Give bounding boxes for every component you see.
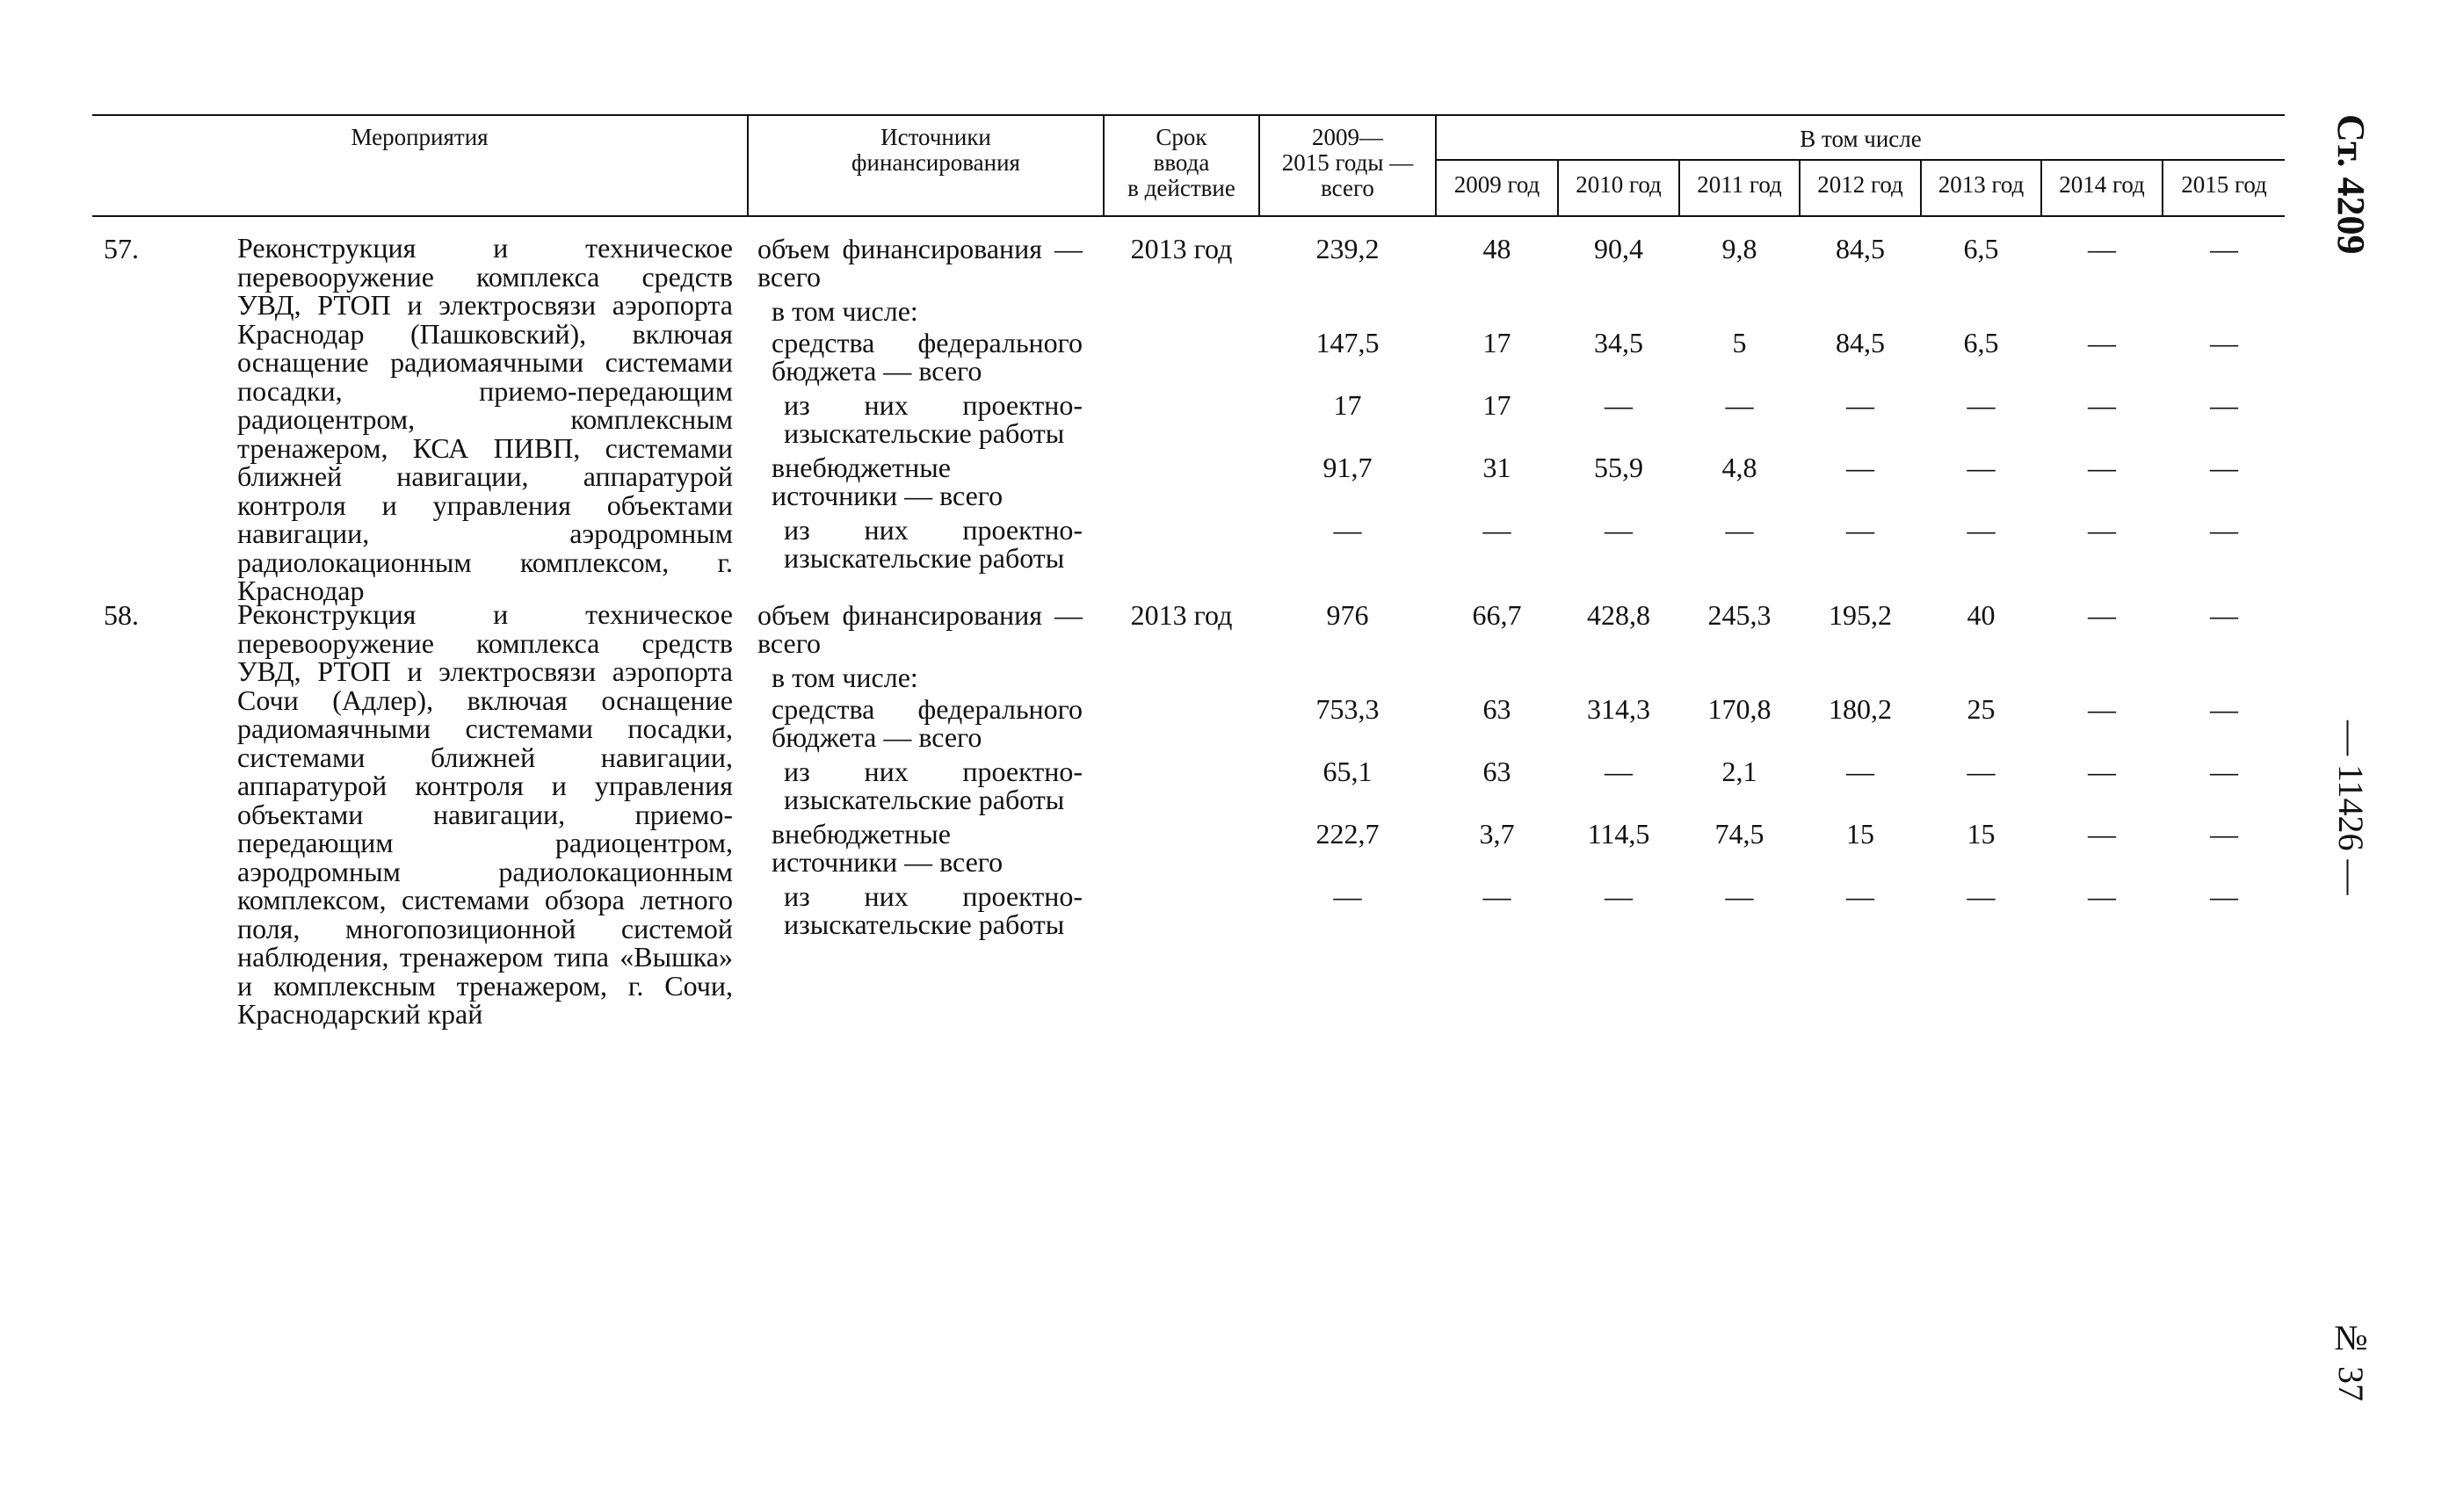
header-term-line3: в действие — [1127, 175, 1235, 201]
row-description: Реконструкция и техническое перевооружение комплекса средств УВД, РТОП и электросвязи аэропорта Краснодар (Пашковский), включая оснащение радиомаячными системами посадки, приемо-передающим радиоцентром, комплексным тренажером, КСА ПИВП, системами ближней навигации, аппаратурой контроля и управления объектами навигации, аэродромным радиолокационным комплексом, г. Краснодар — [237, 232, 733, 606]
header-term — [1105, 125, 1258, 201]
header-year: 2013 год — [1938, 171, 2025, 198]
source-label: в том числе: — [772, 662, 918, 693]
value-2009: 63 — [1482, 693, 1511, 725]
value-total: 222,7 — [1315, 818, 1380, 850]
value-2015: — — [2210, 880, 2238, 912]
value-total: 753,3 — [1315, 693, 1380, 725]
source-label: в том числе: — [772, 295, 918, 327]
value-total: 17 — [1333, 389, 1362, 421]
header-events: Мероприятия — [351, 124, 489, 150]
header-bottom-rule — [92, 215, 2285, 217]
header-total-line1: 2009— — [1312, 124, 1383, 150]
value-total: 147,5 — [1315, 327, 1380, 358]
value-2015: — — [2210, 514, 2238, 546]
value-total: — — [1333, 514, 1362, 546]
value-2013: 15 — [1967, 818, 1996, 850]
header-total — [1260, 125, 1435, 201]
header-term-line1: Срок — [1156, 124, 1207, 150]
value-2010: 34,5 — [1594, 327, 1643, 358]
value-2012: — — [1846, 756, 1874, 787]
value-2013: 6,5 — [1963, 233, 1999, 264]
header-year: 2014 год — [2059, 171, 2145, 198]
value-2013: — — [1967, 389, 1996, 421]
value-total: 65,1 — [1322, 756, 1373, 787]
header-total-line3: всего — [1321, 175, 1374, 201]
header-year: 2010 год — [1576, 171, 1662, 198]
value-2012: 84,5 — [1836, 233, 1885, 264]
value-2013: — — [1967, 452, 1996, 483]
header-year: 2011 год — [1697, 171, 1782, 198]
header-year: 2015 год — [2181, 171, 2267, 198]
header-year: 2012 год — [1817, 171, 1903, 198]
including-rule — [1437, 159, 2285, 161]
value-2015: — — [2210, 233, 2238, 264]
header-term-line2: ввода — [1153, 149, 1210, 176]
value-2012: — — [1846, 880, 1874, 912]
value-2012: 180,2 — [1829, 693, 1892, 725]
value-2010: 428,8 — [1587, 599, 1650, 631]
value-2015: — — [2210, 693, 2238, 725]
source-label: объем финансирования — всего — [757, 233, 1083, 293]
source-label: внебюджетные источники — всего — [772, 818, 1004, 878]
row-term: 2013 год — [1130, 233, 1233, 264]
value-2014: — — [2088, 514, 2116, 546]
value-2011: 2,1 — [1721, 756, 1757, 787]
source-label: из них проектно-изыскательские работы — [784, 389, 1083, 449]
value-total: 976 — [1326, 599, 1369, 631]
value-2014: — — [2088, 880, 2116, 912]
value-2011: 4,8 — [1721, 452, 1757, 483]
value-2013: 6,5 — [1963, 327, 1999, 358]
value-2010: 55,9 — [1594, 452, 1643, 483]
value-2014: — — [2088, 452, 2116, 483]
header-total-line2: 2015 годы — — [1281, 149, 1414, 176]
row-description: Реконструкция и техническое перевооружение комплекса средств УВД, РТОП и электросвязи аэропорта Сочи (Адлер), включая оснащение радиомаячными системами посадки, системами ближней навигации, аппаратурой контроля и управления объектами навигации, приемо-передающим радиоцентром, аэродромным радиолокационным комплексом, системами обзора летного поля, многопозиционной системой наблюдения, тренажером типа «Вышка» и комплексным тренажером, г. Сочи, Краснодарский край — [237, 598, 733, 1030]
value-2010: — — [1605, 514, 1633, 546]
value-2015: — — [2210, 327, 2238, 358]
value-2014: — — [2088, 233, 2116, 264]
value-2015: — — [2210, 452, 2238, 483]
value-total: — — [1333, 880, 1362, 912]
value-2014: — — [2088, 818, 2116, 850]
value-2010: 114,5 — [1587, 818, 1650, 850]
source-label: из них проектно-изыскательские работы — [784, 756, 1083, 815]
value-2015: — — [2210, 599, 2238, 631]
value-2009: 31 — [1482, 452, 1511, 483]
value-2011: — — [1725, 389, 1754, 421]
value-2013: — — [1967, 756, 1996, 787]
value-2009: — — [1482, 514, 1511, 546]
issue-number: № 37 — [2331, 1318, 2371, 1401]
row-number: 58. — [104, 599, 139, 631]
value-2014: — — [2088, 389, 2116, 421]
value-2013: — — [1967, 514, 1996, 546]
table-top-rule — [92, 114, 2285, 116]
value-2010: 90,4 — [1594, 233, 1643, 264]
value-2010: — — [1605, 389, 1633, 421]
value-2014: — — [2088, 756, 2116, 787]
value-2012: 84,5 — [1836, 327, 1885, 358]
source-label: средства федерального бюджета — всего — [772, 327, 1083, 387]
value-2010: — — [1605, 756, 1633, 787]
value-2012: 195,2 — [1829, 599, 1892, 631]
value-2015: — — [2210, 389, 2238, 421]
value-2014: — — [2088, 327, 2116, 358]
source-label: внебюджетные источники — всего — [772, 452, 1004, 511]
value-total: 91,7 — [1322, 452, 1373, 483]
source-label: из них проектно-изыскательские работы — [784, 514, 1083, 574]
header-sources: Источники финансирования — [851, 124, 1020, 176]
value-2011: 245,3 — [1707, 599, 1772, 631]
value-2012: — — [1846, 452, 1874, 483]
value-2011: — — [1725, 880, 1754, 912]
value-2011: 74,5 — [1714, 818, 1764, 850]
value-2012: — — [1846, 514, 1874, 546]
value-2010: 314,3 — [1587, 693, 1650, 725]
row-term: 2013 год — [1130, 599, 1233, 631]
value-2009: 17 — [1482, 327, 1511, 358]
value-2009: 63 — [1482, 756, 1511, 787]
value-2011: — — [1725, 514, 1754, 546]
value-total: 239,2 — [1315, 233, 1380, 264]
value-2011: 9,8 — [1721, 233, 1757, 264]
value-2013: 40 — [1967, 599, 1996, 631]
row-number: 57. — [104, 233, 139, 264]
value-2010: — — [1605, 880, 1633, 912]
header-year: 2009 год — [1453, 171, 1540, 198]
value-2014: — — [2088, 599, 2116, 631]
value-2015: — — [2210, 818, 2238, 850]
value-2014: — — [2088, 693, 2116, 725]
col-divider — [747, 114, 749, 216]
source-label: из них проектно-изыскательские работы — [784, 880, 1083, 940]
value-2009: 66,7 — [1472, 599, 1522, 631]
header-including: В том числе — [1800, 126, 1922, 152]
value-2009: 48 — [1482, 233, 1511, 264]
value-2009: 3,7 — [1479, 818, 1515, 850]
source-label: средства федерального бюджета — всего — [772, 693, 1083, 753]
value-2009: 17 — [1482, 389, 1511, 421]
document-number: — 11426 — — [2331, 720, 2371, 895]
page-number: Ст. 4209 — [2329, 114, 2373, 255]
value-2013: — — [1967, 880, 1996, 912]
value-2012: — — [1846, 389, 1874, 421]
value-2011: 170,8 — [1707, 693, 1772, 725]
value-2012: 15 — [1846, 818, 1874, 850]
value-2013: 25 — [1967, 693, 1996, 725]
value-2009: — — [1482, 880, 1511, 912]
value-2015: — — [2210, 756, 2238, 787]
value-2011: 5 — [1732, 327, 1747, 358]
source-label: объем финансирования — всего — [757, 599, 1083, 659]
